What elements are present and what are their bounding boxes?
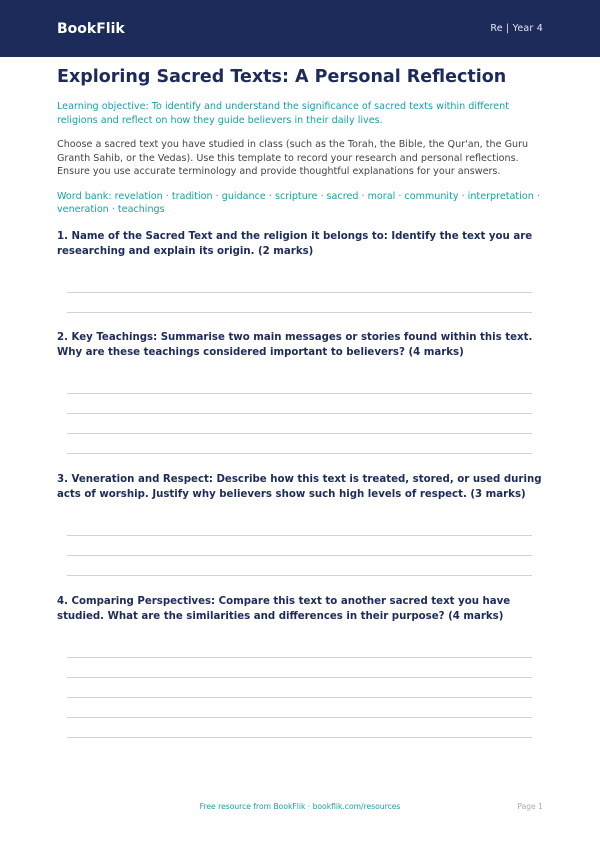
word-bank: Word bank: revelation · tradition · guidance · scripture · sacred · moral · community · interpretation · veneration · teachings <box>57 190 540 215</box>
answer-line[interactable] <box>67 717 532 718</box>
question-4 <box>57 594 543 624</box>
page-number: Page 1 <box>517 802 543 811</box>
intro-section <box>57 66 543 217</box>
answer-line[interactable] <box>67 453 532 454</box>
page-title: Exploring Sacred Texts: A Personal Reflection <box>57 67 507 87</box>
question-text: 1. Name of the Sacred Text and the religion it belongs to: Identify the text you are researching and explain its origin. (2 marks) <box>57 231 533 257</box>
answer-line[interactable] <box>67 393 532 394</box>
question-text: 4. Comparing Perspectives: Compare this text to another sacred text you have studied. What are the similarities and differences in their purpose? (4 marks) <box>57 596 511 622</box>
answer-line[interactable] <box>67 737 532 738</box>
answer-line[interactable] <box>67 657 532 658</box>
brand-logo: BookFlik <box>57 20 125 37</box>
header-bar <box>0 0 600 57</box>
subject-year-label: Re | Year 4 <box>490 23 543 34</box>
answer-line[interactable] <box>67 413 532 414</box>
question-1 <box>57 229 543 259</box>
learning-objective: Learning objective: To identify and understand the significance of sacred texts within different religions and reflect on how they guide believers in their daily lives. <box>57 101 509 126</box>
question-2 <box>57 330 543 360</box>
answer-line[interactable] <box>67 292 532 293</box>
question-text: 2. Key Teachings: Summarise two main messages or stories found within this text. Why are these teachings considered important to believers? (4 marks) <box>57 332 533 358</box>
question-3 <box>57 472 543 502</box>
answer-line[interactable] <box>67 677 532 678</box>
footer-link[interactable]: Free resource from BookFlik · bookflik.com/resources <box>199 802 401 811</box>
answer-line[interactable] <box>67 433 532 434</box>
question-text: 3. Veneration and Respect: Describe how this text is treated, stored, or used during acts of worship. Justify why believers show such high levels of respect. (3 marks) <box>57 474 542 500</box>
answer-line[interactable] <box>67 575 532 576</box>
answer-line[interactable] <box>67 312 532 313</box>
instructions: Choose a sacred text you have studied in class (such as the Torah, the Bible, the Qur'an, the Guru Granth Sahib, or the Vedas). Use this template to record your research and personal reflections. Ensure you use accurate terminology and provide thoughtful explanations for your answers. <box>57 139 529 177</box>
answer-line[interactable] <box>67 535 532 536</box>
answer-line[interactable] <box>67 697 532 698</box>
answer-line[interactable] <box>67 555 532 556</box>
